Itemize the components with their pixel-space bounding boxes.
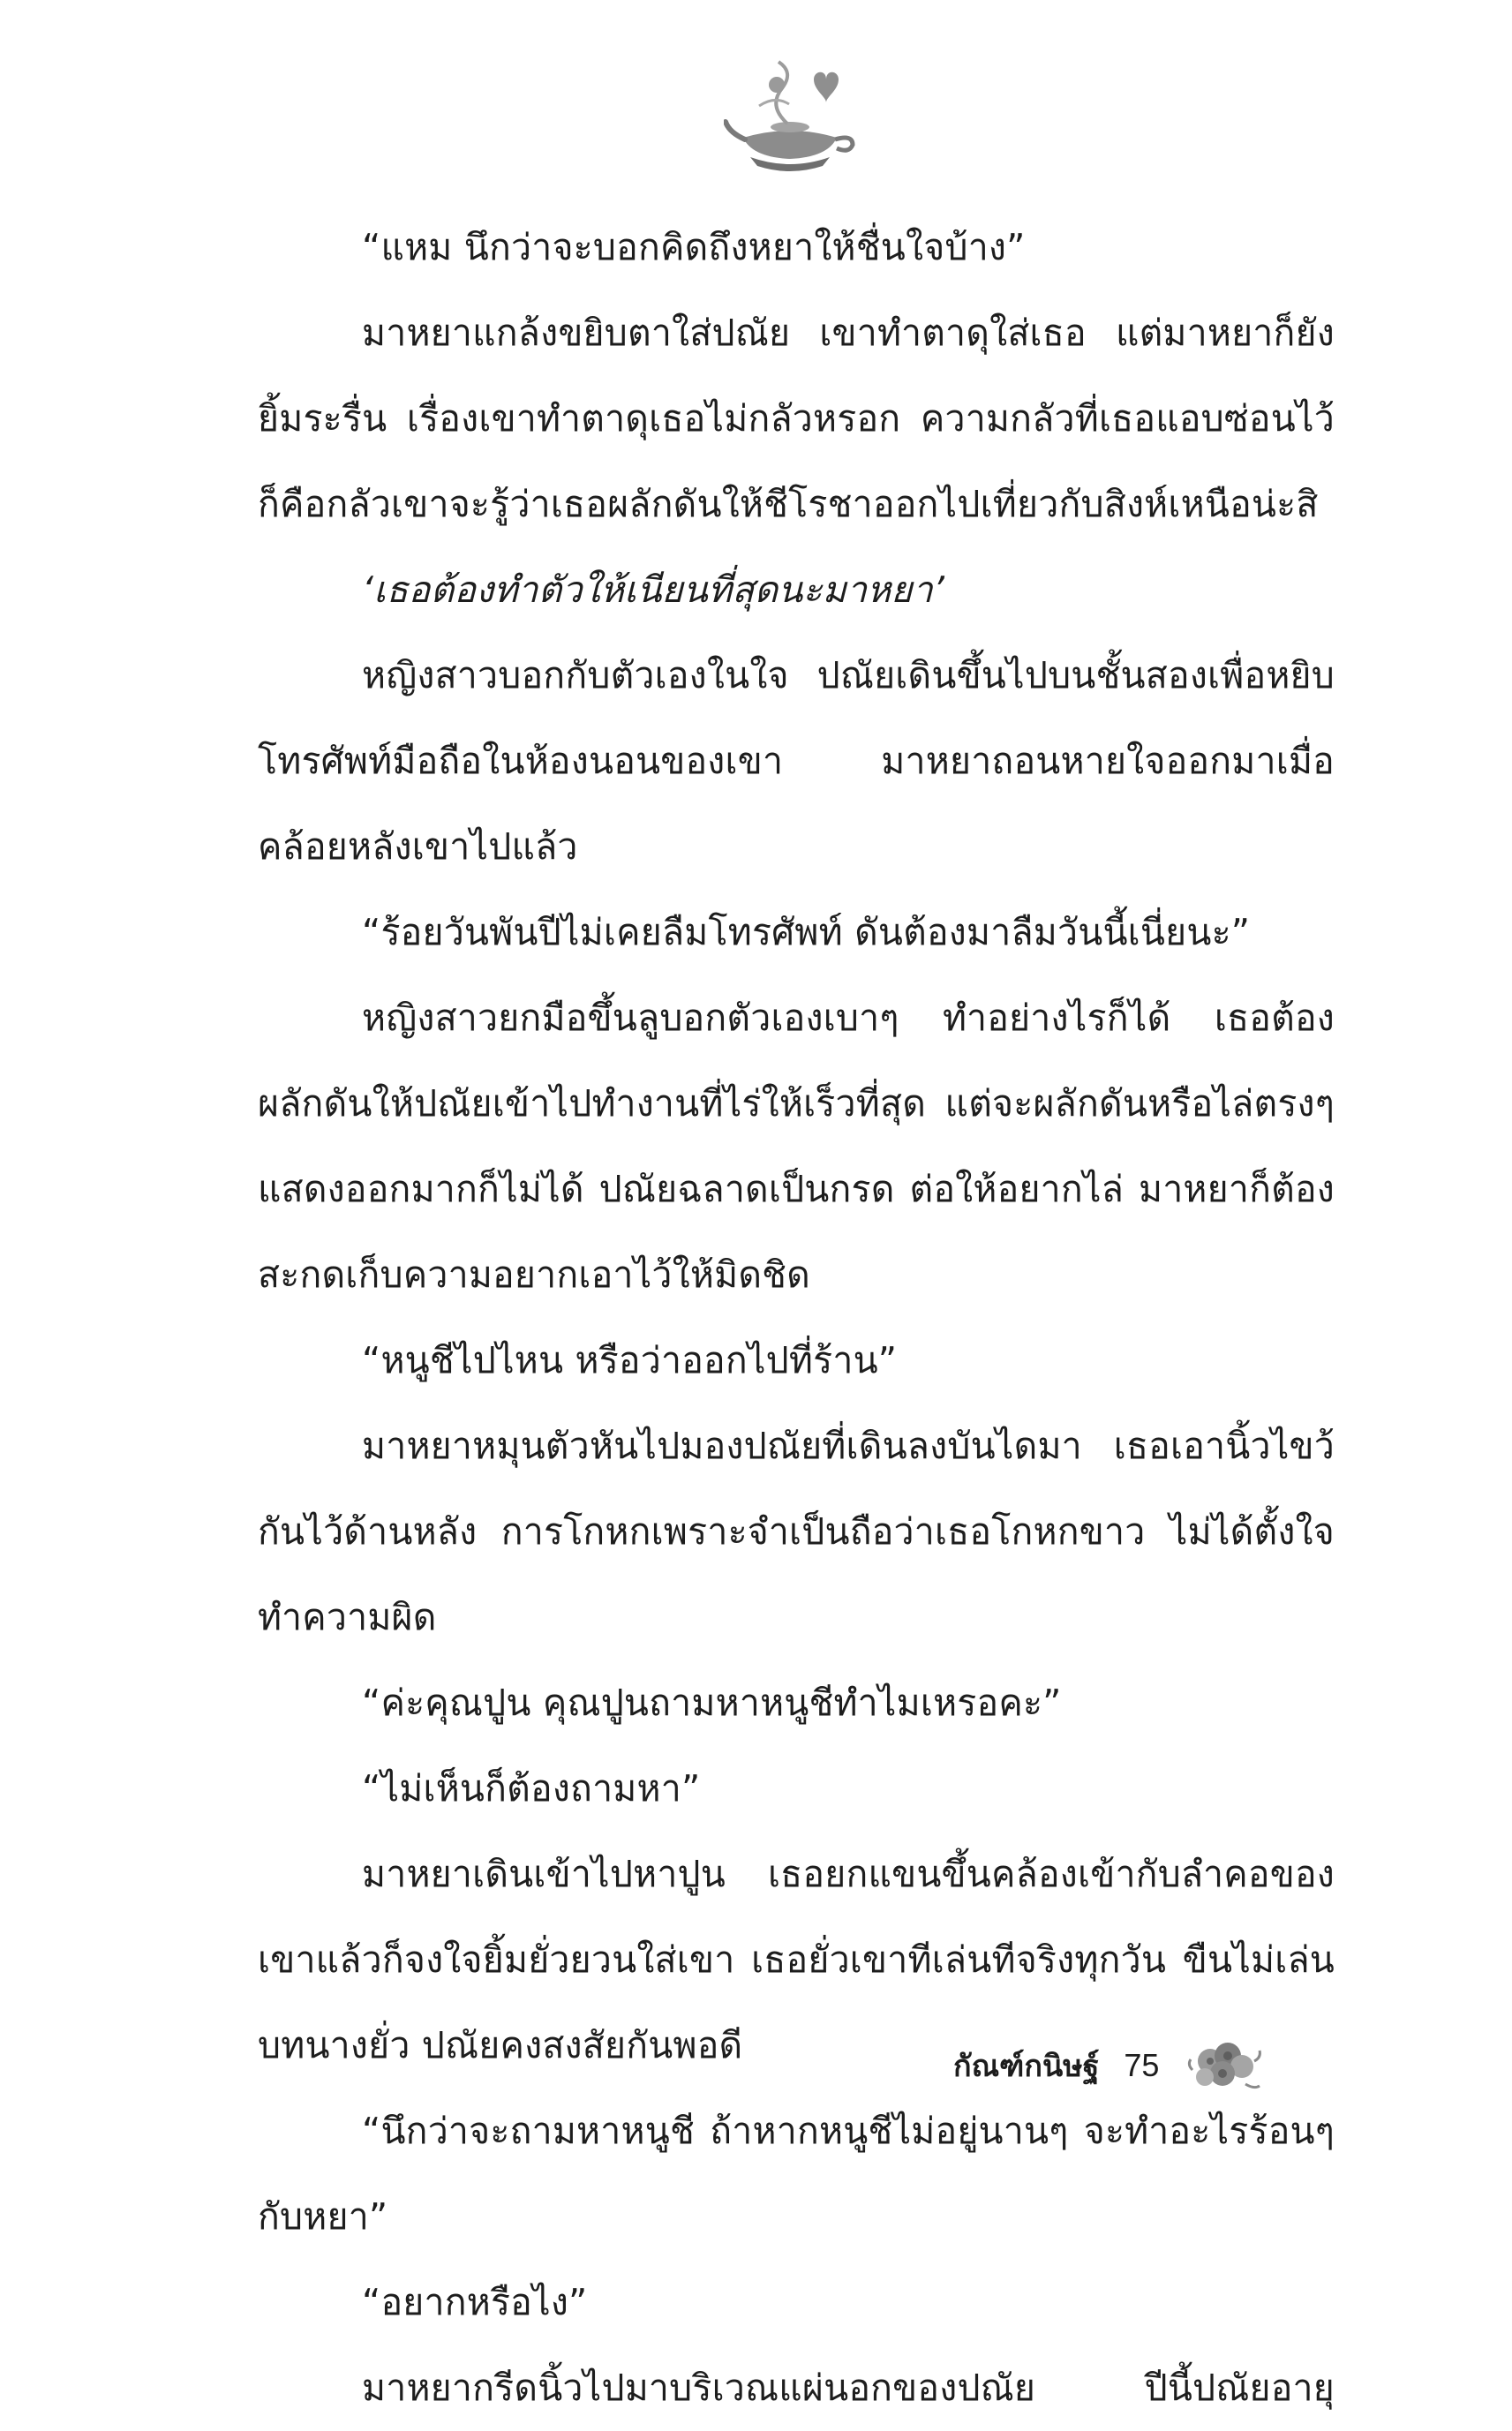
lamp-ornament-icon [724,53,856,177]
paragraph-13: “อยากหรือไง” [362,2281,588,2323]
paragraph-9: “ค่ะคุณปูน คุณปูนถามหาหนูชีทำไมเหรอคะ” [362,1682,1062,1724]
paragraph-12: “นึกว่าจะถามหาหนูชี ถ้าหากหนูชีไม่อยู่นานๆ จะทำอะไรร้อนๆ กับหยา” [258,2110,1335,2238]
paragraph-8: มาหยาหมุนตัวหันไปมองปณัยที่เดินลงบันไดมา เธอเอานิ้วไขว้กันไว้ด้านหลัง การโกหกเพราะจำเป็นถือว่าเธอโกหกขาว ไม่ได้ตั้งใจทำความผิด [258,1425,1335,1638]
flower-bouquet-icon [1184,2035,1263,2096]
paragraph-7: “หนูชีไปไหน หรือว่าออกไปที่ร้าน” [362,1339,898,1381]
paragraph-4: หญิงสาวบอกกับตัวเองในใจ ปณัยเดินขึ้นไปบนชั้นสองเพื่อหยิบโทรศัพท์มือถือในห้องนอนของเขา มาหยาถอนหายใจออกมาเมื่อคล้อยหลังเขาไปแล้ว [258,654,1335,868]
paragraph-10: “ไม่เห็นก็ต้องถามหา” [362,1767,701,1810]
paragraph-14: มาหยากรีดนิ้วไปมาบริเวณแผ่นอกของปณัย ปีนี้ปณัยอายุ [362,2367,1335,2409]
page-number: 75 [1124,2047,1160,2083]
paragraph-5: “ร้อยวันพันปีไม่เคยลืมโทรศัพท์ ดันต้องมาลืมวันนี้เนี่ยนะ” [362,911,1251,953]
paragraph-3: ‘เธอต้องทำตัวให้เนียนที่สุดนะมาหยา’ [362,568,945,611]
paragraph-1: “แหม นึกว่าจะบอกคิดถึงหยาให้ชื่นใจบ้าง” [362,226,1026,268]
paragraph-11: มาหยาเดินเข้าไปหาปูน เธอยกแขนขึ้นคล้องเข้ากับลำคอของเขาแล้วก็จงใจยิ้มยั่วยวนใส่เขา เธอยั่วเขาทีเล่นทีจริงทุกวัน ขืนไม่เล่นบทนางยั่ว ปณัยคงสงสัยกันพอดี [258,1853,1335,2066]
book-title: กัณฑ์กนิษฐ์ [953,2049,1100,2084]
paragraph-2: มาหยาแกล้งขยิบตาใส่ปณัย เขาทำตาดุใส่เธอ แต่มาหยาก็ยังยิ้มระรื่น เรื่องเขาทำตาดุเธอไม่กลัวหรอก ความกลัวที่เธอแอบซ่อนไว้ก็คือกลัวเขาจะรู้ว่าเธอผลักดันให้ชีโรชาออกไปเที่ยวกับสิงห์เหนือน่ะสิ [258,312,1335,525]
page-footer [953,2030,1342,2101]
paragraph-6: หญิงสาวยกมือขึ้นลูบอกตัวเองเบาๆ ทำอย่างไรก็ได้ เธอต้องผลักดันให้ปณัยเข้าไปทำงานที่ไร่ให้เร็วที่สุด แต่จะผลักดันหรือไล่ตรงๆ แสดงออกมากก็ไม่ได้ ปณัยฉลาดเป็นกรด ต่อให้อยากไล่ มาหยาก็ต้องสะกดเก็บความอยากเอาไว้ให้มิดชิด [258,997,1335,1296]
